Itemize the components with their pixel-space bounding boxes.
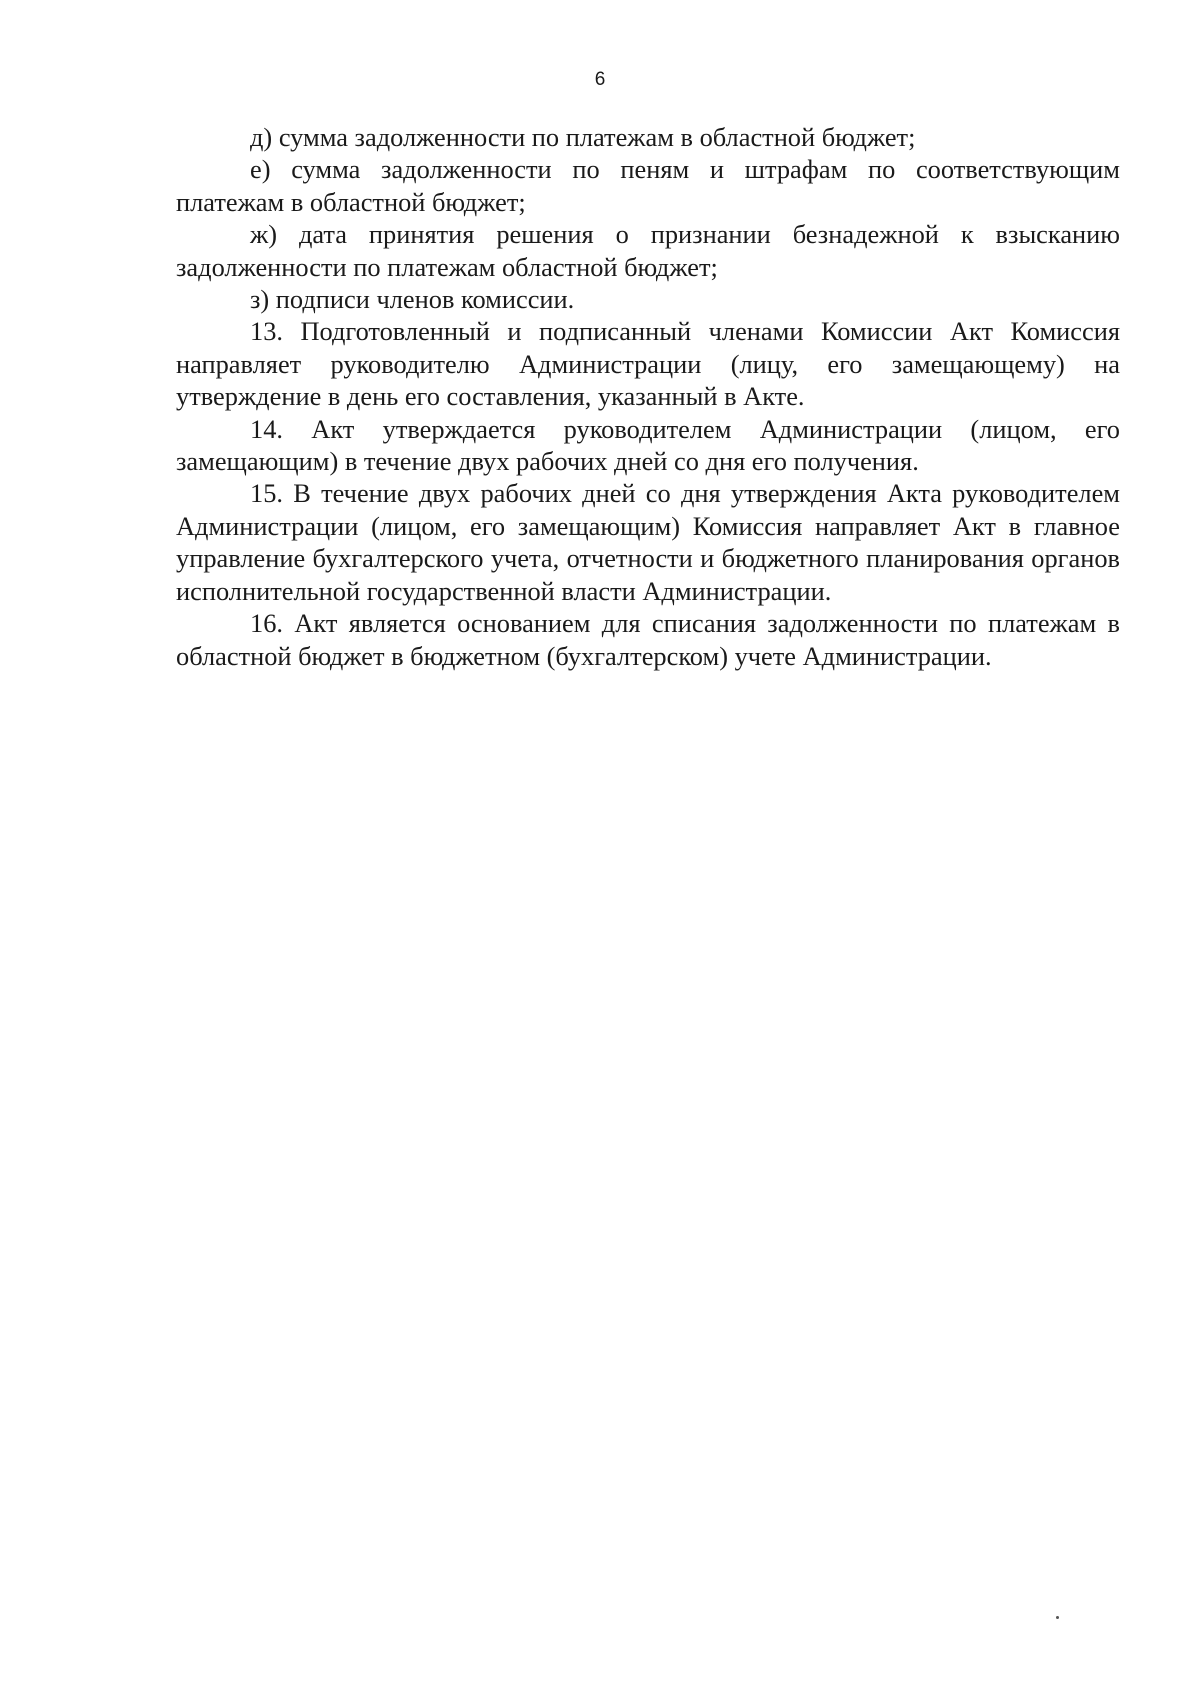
list-item-zh: ж) дата принятия решения о признании безнадежной к взысканию задолженности по платежам областной бюджет; xyxy=(176,219,1120,282)
list-item-d: д) сумма задолженности по платежам в областной бюджет; xyxy=(250,122,916,152)
document-body xyxy=(176,121,1120,672)
page-number: 6 xyxy=(594,69,606,90)
list-item-e: е) сумма задолженности по пеням и штрафам по соответствующим платежам в областной бюджет; xyxy=(176,154,1120,217)
clause-16: 16. Акт является основанием для списания задолженности по платежам в областной бюджет в бюджетном (бухгалтерском) учете Администрации. xyxy=(176,608,1120,671)
clause-15: 15. В течение двух рабочих дней со дня утверждения Акта руководителем Администрации (лицом, его замещающим) Комиссия направляет Акт в главное управление бухгалтерского учета, отчетности и бюджетного планирования органов исполнительной государственной власти Администрации. xyxy=(176,478,1120,606)
list-item-z: з) подписи членов комиссии. xyxy=(250,284,575,315)
scan-speck xyxy=(1056,1616,1059,1619)
clause-13: 13. Подготовленный и подписанный членами Комиссии Акт Комиссия направляет руководителю Администрации (лицу, его замещающему) на утверждение в день его составления, указанный в Акте. xyxy=(176,316,1120,412)
clause-14: 14. Акт утверждается руководителем Администрации (лицом, его замещающим) в течение двух рабочих дней со дня его получения. xyxy=(176,413,1120,477)
